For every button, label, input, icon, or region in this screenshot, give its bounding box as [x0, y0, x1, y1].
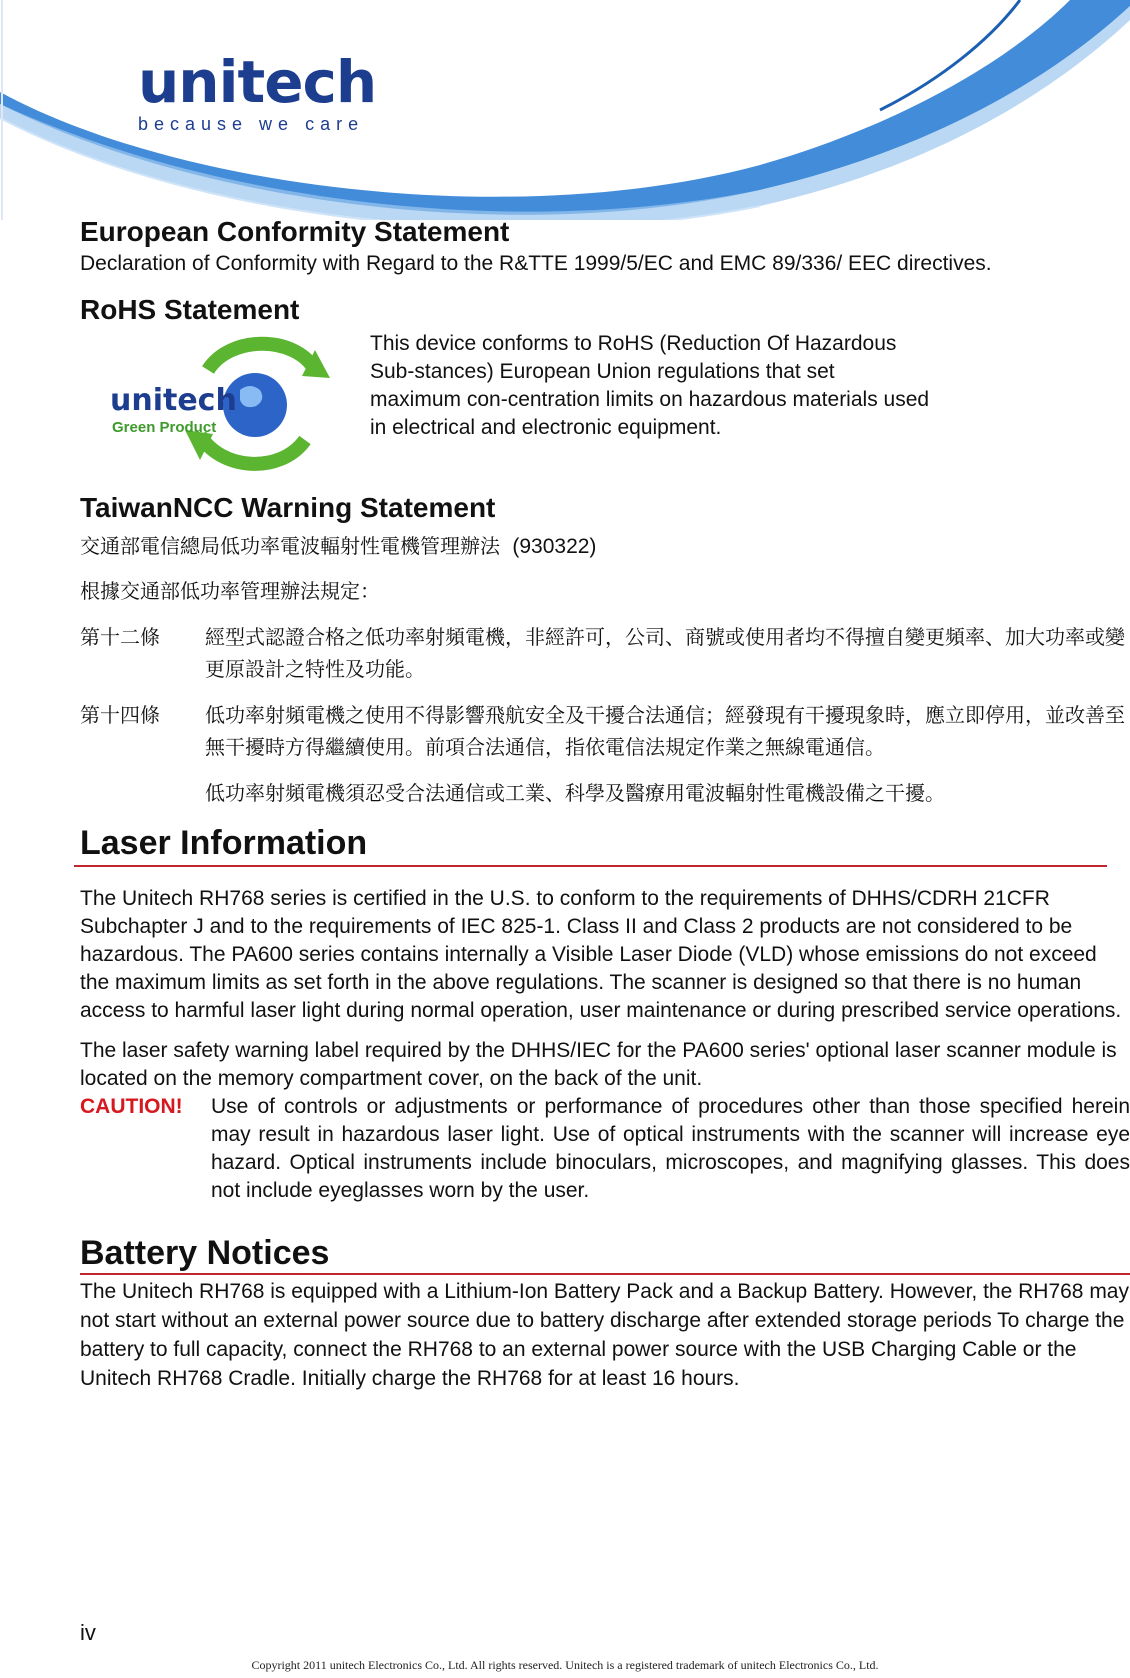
ncc-regulation-line [80, 530, 1130, 563]
ncc-regulation-title: 交通部電信總局低功率電波輻射性電機管理辦法 [80, 534, 500, 558]
copyright-notice: Copyright 2011 unitech Electronics Co., Ltd. All rights reserved. Unitech is a registered trademark of unitech Electronics Co., Ltd. [251, 1658, 879, 1672]
ncc-article-12 [80, 621, 1130, 685]
article-14-extra: 低功率射頻電機須忍受合法通信或工業、科學及醫療用電波輻射性電機設備之干擾。 [205, 781, 945, 805]
page-content [80, 214, 1130, 1393]
battery-body: The Unitech RH768 is equipped with a Lithium-Ion Battery Pack and a Backup Battery. However, the RH768 may not start without an external power source due to battery discharge after extended storage periods To charge the battery to full capacity, connect the RH768 to an external power source with the USB Charging Cable or the Unitech RH768 Cradle. Initially charge the RH768 for at least 16 hours. [80, 1280, 1129, 1390]
page-number: iv [80, 1620, 96, 1645]
article-14-label: 第十四條 [80, 703, 160, 727]
laser-heading: Laser Information [80, 824, 368, 862]
caution-block [80, 1093, 1130, 1205]
logo-tagline: because we care [138, 114, 365, 134]
globe-arrows-icon [80, 330, 370, 480]
ncc-heading: TaiwanNCC Warning Statement [80, 492, 496, 523]
ncc-regulation-code: (930322) [512, 535, 597, 558]
logo-wordmark: unitech [138, 48, 377, 116]
green-logo-sub: Green Product [112, 419, 217, 436]
caution-label: CAUTION! [80, 1095, 183, 1118]
ncc-basis-line: 根據交通部低功率管理辦法規定： [80, 579, 380, 603]
laser-paragraph-1: The Unitech RH768 series is certified in the U.S. to conform to the requirements of DHHS/CDRH 21CFR Subchapter J and to the requirements of IEC 825-1. Class II and Class 2 products are not considered to be hazardous. The PA600 series contains internally a Visible Laser Diode (VLD) whose emissions do not exceed the maximum limits as set forth in the above regulations. The scanner is designed so that there is no human access to harmful laser light during normal operation, user maintenance or during prescribed service operations. [80, 887, 1122, 1022]
european-body: Declaration of Conformity with Regard to the R&TTE 1999/5/EC and EMC 89/336/ EEC directives. [80, 252, 992, 275]
battery-heading: Battery Notices [80, 1234, 330, 1272]
green-logo-word: unitech [110, 383, 237, 418]
european-heading: European Conformity Statement [80, 216, 510, 247]
caution-body: Use of controls or adjustments or performance of procedures other than those specified herein may result in hazardous laser light. Use of optical instruments with the scanner will increase eye hazard. Optical instruments include binoculars, microscopes, and magnifying glasses. This does not include eyeglasses worn by the user. [211, 1095, 1130, 1202]
ncc-article-14 [80, 699, 1130, 763]
rohs-body: This device conforms to RoHS (Reduction Of Hazardous Sub-stances) European Union regulations that set maximum con-centration limits on hazardous materials used in electrical and electronic equipment. [370, 332, 930, 439]
green-product-logo [80, 330, 370, 480]
battery-divider [80, 1273, 1130, 1275]
rohs-section [80, 330, 1130, 480]
article-12-body: 經型式認證合格之低功率射頻電機，非經許可，公司、商號或使用者均不得擅自變更頻率、加大功率或變更原設計之特性及功能。 [205, 625, 1125, 681]
unitech-logo [138, 48, 377, 135]
laser-divider [74, 865, 1107, 867]
laser-paragraph-2: The laser safety warning label required by the DHHS/IEC for the PA600 series' optional laser scanner module is located on the memory compartment cover, on the back of the unit. [80, 1039, 1117, 1090]
article-12-label: 第十二條 [80, 625, 160, 649]
rohs-heading: RoHS Statement [80, 294, 300, 325]
article-14-body: 低功率射頻電機之使用不得影響飛航安全及干擾合法通信；經發現有干擾現象時，應立即停用，並改善至無干擾時方得繼續使用。前項合法通信，指依電信法規定作業之無線電通信。 [205, 703, 1125, 759]
